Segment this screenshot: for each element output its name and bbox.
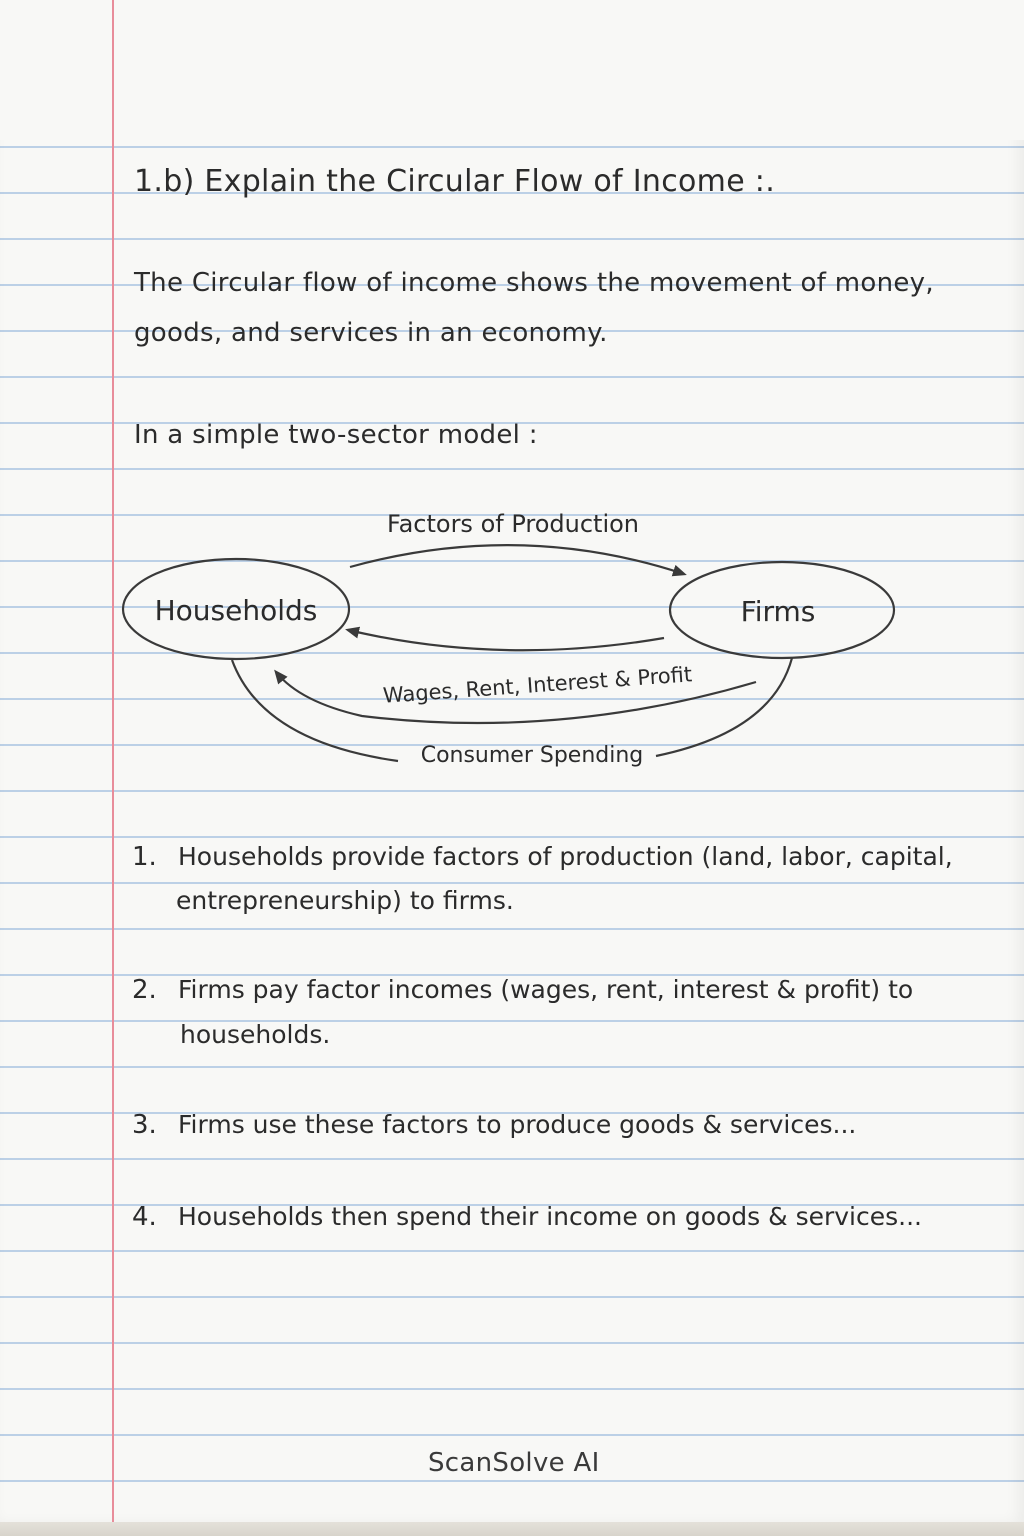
question-heading: 1.b) Explain the Circular Flow of Income :. [134, 164, 776, 199]
households-label: Households [154, 594, 318, 627]
watermark-footer: ScanSolve AI [428, 1448, 600, 1478]
factors-arrow [350, 545, 684, 574]
point-3-number: 3. [132, 1110, 157, 1140]
point-2-number: 2. [132, 975, 157, 1005]
point-2-line-2: households. [180, 1020, 331, 1049]
factor-payments-label: Wages, Rent, Interest & Profit [382, 662, 693, 708]
wages-arrow-inner [348, 630, 664, 650]
firms-label: Firms [740, 595, 816, 628]
factors-of-production-label: Factors of Production [386, 510, 640, 538]
point-4-line-1: Households then spend their income on goods & services... [178, 1202, 922, 1231]
point-3-line-1: Firms use these factors to produce goods & services... [178, 1110, 857, 1139]
intro-line-1: The Circular flow of income shows the movement of money, [134, 268, 934, 298]
consumer-spending-loop-left [232, 660, 398, 761]
point-1-line-1: Households provide factors of production (land, labor, capital, [178, 842, 953, 871]
point-1-number: 1. [132, 842, 157, 872]
intro-line-2: goods, and services in an economy. [134, 318, 608, 348]
point-1-line-2: entrepreneurship) to firms. [176, 886, 514, 915]
page-bottom-edge [0, 1522, 1024, 1536]
model-intro: In a simple two-sector model : [134, 420, 538, 450]
point-4-number: 4. [132, 1202, 157, 1232]
circular-flow-diagram [0, 480, 1024, 780]
page-top-blank [0, 0, 1024, 140]
point-2-line-1: Firms pay factor incomes (wages, rent, interest & profit) to [178, 975, 914, 1004]
consumer-spending-label: Consumer Spending [420, 743, 644, 768]
